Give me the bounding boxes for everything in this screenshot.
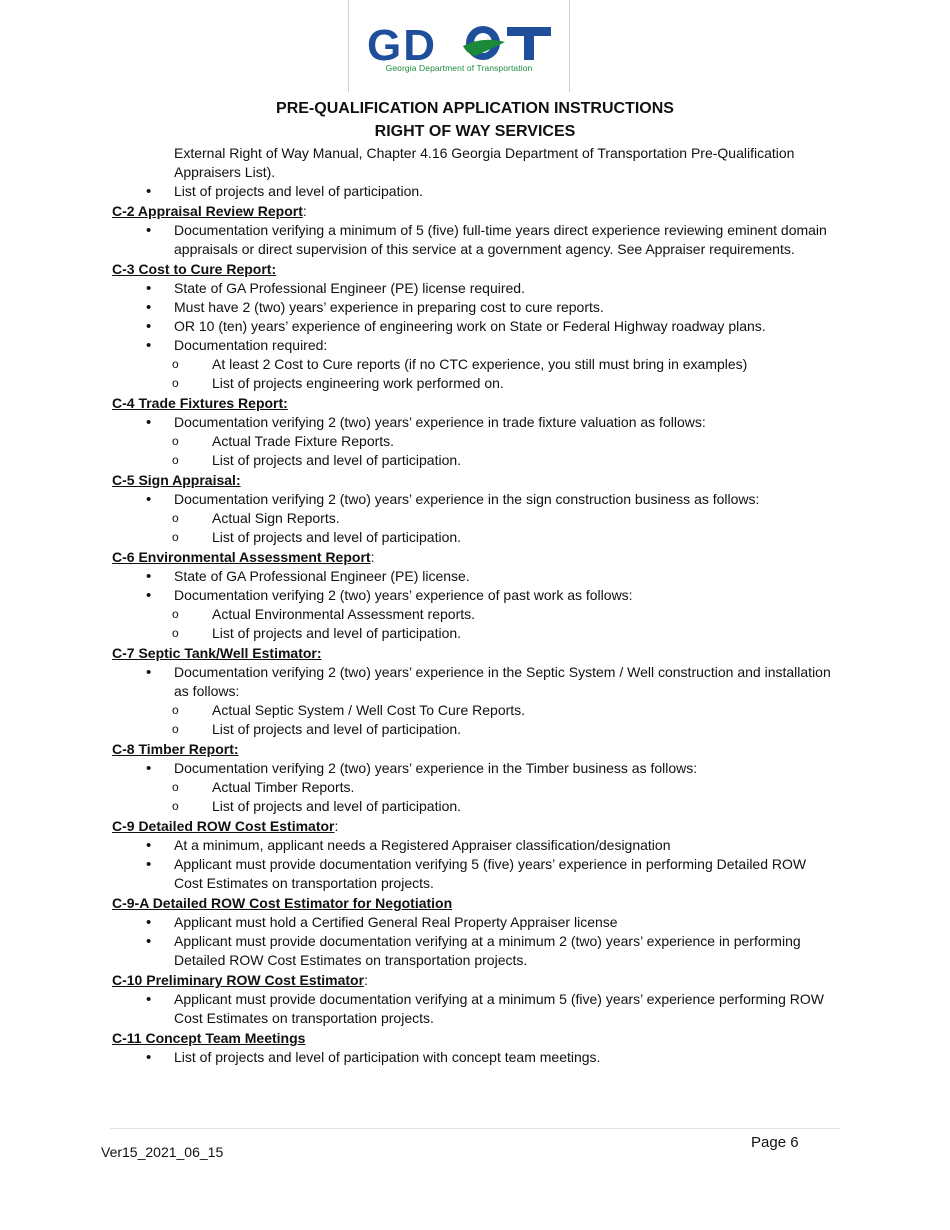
bullet-item: • List of projects and level of participation. xyxy=(112,182,832,201)
section-heading-label: C-7 Septic Tank/Well Estimator: xyxy=(112,645,322,661)
continuation-text: External Right of Way Manual, Chapter 4.16 Georgia Department of Transportation Pre-Qualification Appraisers List). xyxy=(174,145,795,180)
sub-bullet-item: o List of projects engineering work performed on. xyxy=(112,374,832,393)
section-heading xyxy=(112,894,832,913)
section-heading-suffix: : xyxy=(364,972,368,988)
sub-bullet-item: o Actual Timber Reports. xyxy=(112,778,832,797)
bullet-item: • State of GA Professional Engineer (PE) license. xyxy=(112,567,832,586)
bullet-item: • Documentation verifying 2 (two) years’ experience in the Timber business as follows: xyxy=(112,759,832,778)
section-heading-label: C-11 Concept Team Meetings xyxy=(112,1030,306,1046)
bullet-item: • Documentation verifying 2 (two) years’ experience in trade fixture valuation as follows: xyxy=(112,413,832,432)
bullet-item: • Documentation verifying 2 (two) years’ experience in the sign construction business as follows: xyxy=(112,490,832,509)
section-heading-suffix: : xyxy=(370,549,375,565)
section-heading xyxy=(112,202,832,221)
sub-bullet-item: o List of projects and level of participation. xyxy=(112,624,832,643)
bullet-item: • Applicant must provide documentation verifying at a minimum 2 (two) years’ experience in performing Detailed ROW Cost Estimates on transportation projects. xyxy=(112,932,832,970)
sub-bullet-item: o Actual Sign Reports. xyxy=(112,509,832,528)
section-heading xyxy=(112,644,832,663)
section-heading xyxy=(112,394,832,413)
bullet-item: • Applicant must provide documentation verifying at a minimum 5 (five) years’ experience performing ROW Cost Estimates on transportation projects. xyxy=(112,990,832,1028)
bullet-item: • Must have 2 (two) years’ experience in preparing cost to cure reports. xyxy=(112,298,832,317)
section-heading xyxy=(112,548,832,567)
section-heading-label: C-10 Preliminary ROW Cost Estimator xyxy=(112,972,365,988)
svg-text:GD: GD xyxy=(367,22,437,64)
sub-bullet-item: o Actual Environmental Assessment reports. xyxy=(112,605,832,624)
bullet-item: • Documentation verifying 2 (two) years’ experience of past work as follows: xyxy=(112,586,832,605)
sub-bullet-item: o Actual Trade Fixture Reports. xyxy=(112,432,832,451)
sub-bullet-item: o List of projects and level of participation. xyxy=(112,528,832,547)
bullet-item: • List of projects and level of participation with concept team meetings. xyxy=(112,1048,832,1067)
bullet-item: • Documentation verifying 2 (two) years’ experience in the Septic System / Well construction and installation as follows: xyxy=(112,663,832,701)
page-number: Page 6 xyxy=(751,1134,799,1151)
bullet-item: • Applicant must provide documentation verifying 5 (five) years’ experience in performing Detailed ROW Cost Estimates on transportation projects. xyxy=(112,855,832,893)
section-heading xyxy=(112,817,832,836)
section-heading-label: C-3 Cost to Cure Report: xyxy=(112,261,277,277)
bullet-item: • State of GA Professional Engineer (PE) license required. xyxy=(112,279,832,298)
section-heading xyxy=(112,971,832,990)
section-heading xyxy=(112,740,832,759)
section-heading-label: C-8 Timber Report: xyxy=(112,741,239,757)
section-heading-label: C-6 Environmental Assessment Report xyxy=(112,549,371,565)
bullet-item: • At a minimum, applicant needs a Registered Appraiser classification/designation xyxy=(112,836,832,855)
section-heading-label: C-2 Appraisal Review Report xyxy=(112,203,303,219)
gdot-logo-mark xyxy=(367,22,553,64)
gdot-logo xyxy=(348,0,570,92)
section-heading-label: C-9-A Detailed ROW Cost Estimator for Negotiation xyxy=(112,895,453,911)
section-heading-suffix: : xyxy=(302,203,307,219)
bullet-item: • Applicant must hold a Certified General Real Property Appraiser license xyxy=(112,913,832,932)
document-title: PRE-QUALIFICATION APPLICATION INSTRUCTIONS xyxy=(276,100,674,117)
sub-bullet-item: o List of projects and level of participation. xyxy=(112,797,832,816)
section-heading xyxy=(112,260,832,279)
sub-bullet-item: o Actual Septic System / Well Cost To Cure Reports. xyxy=(112,701,832,720)
section-heading-label: C-5 Sign Appraisal: xyxy=(112,472,241,488)
logo-subtitle: Georgia Department of Transportation xyxy=(385,63,533,73)
section-heading-label: C-4 Trade Fixtures Report: xyxy=(112,395,288,411)
version-label: Ver15_2021_06_15 xyxy=(101,1144,224,1160)
section-heading xyxy=(112,471,832,490)
document-subtitle: RIGHT OF WAY SERVICES xyxy=(374,123,576,140)
bullet-item: • Documentation required: xyxy=(112,336,832,355)
sub-bullet-item: o At least 2 Cost to Cure reports (if no CTC experience, you still must bring in examples) xyxy=(112,355,832,374)
footer-divider xyxy=(110,1128,840,1129)
sub-bullet-item: o List of projects and level of participation. xyxy=(112,451,832,470)
sub-bullet-item: o List of projects and level of participation. xyxy=(112,720,832,739)
section-heading xyxy=(112,1029,832,1048)
bullet-item: • OR 10 (ten) years’ experience of engineering work on State or Federal Highway roadway plans. xyxy=(112,317,832,336)
document-body xyxy=(112,144,832,1067)
section-heading-suffix: : xyxy=(334,818,339,834)
sections-list xyxy=(112,202,832,1067)
bullet-item: • Documentation verifying a minimum of 5 (five) full-time years direct experience reviewing eminent domain appraisals or direct supervision of this service at a government agency. See Appraiser requirements. xyxy=(112,221,832,259)
section-heading-label: C-9 Detailed ROW Cost Estimator xyxy=(112,818,335,834)
